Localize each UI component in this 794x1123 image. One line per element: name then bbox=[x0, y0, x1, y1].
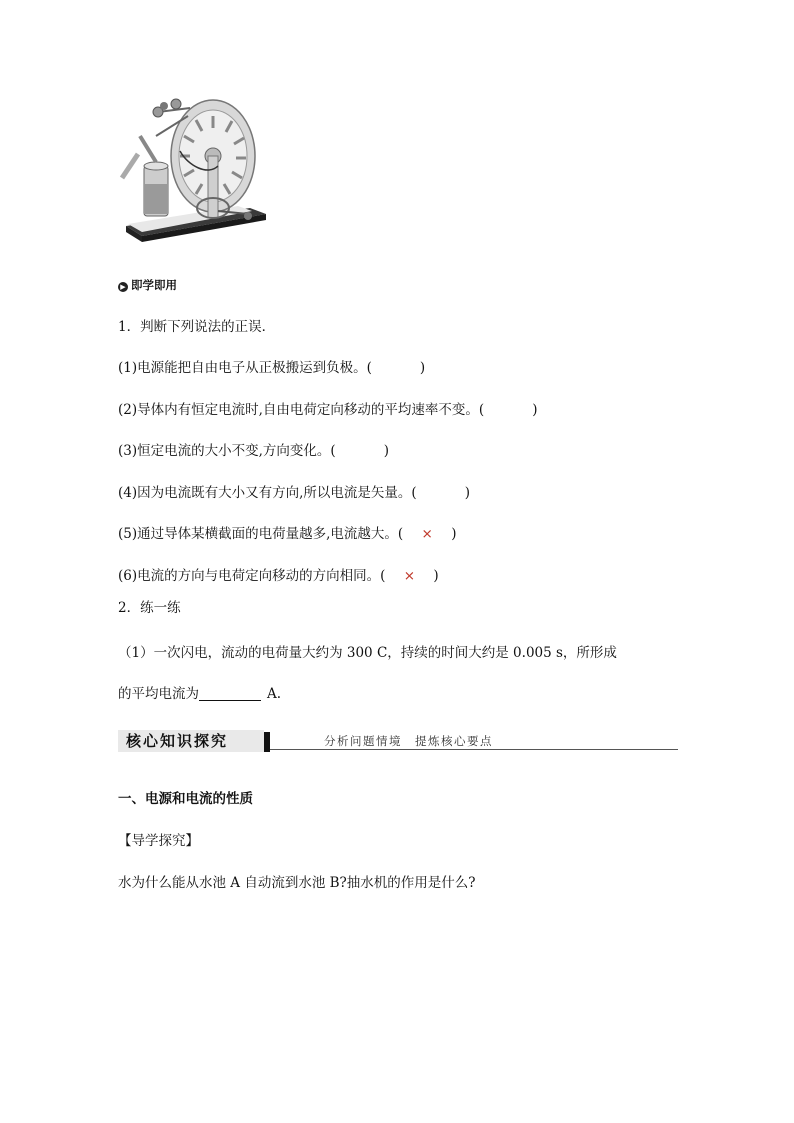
guide-question: 水为什么能从水池 A 自动流到水池 B?抽水机的作用是什么? bbox=[118, 875, 476, 891]
section-heading: 一、电源和电流的性质 bbox=[118, 791, 253, 807]
q1-item-2-text: (2)导体内有恒定电流时,自由电荷定向移动的平均速率不变。( bbox=[118, 402, 485, 418]
q1-item-4-text: (4)因为电流既有大小又有方向,所以电流是矢量。( bbox=[118, 485, 417, 501]
q1-item-2-close: ) bbox=[532, 402, 538, 418]
q1-item-6-answer: × bbox=[403, 568, 416, 584]
q1-item-6-text: (6)电流的方向与电荷定向移动的方向相同。( bbox=[118, 568, 386, 584]
q1-item-5 bbox=[118, 525, 456, 543]
q1-item-5-text: (5)通过导体某横截面的电荷量越多,电流越大。( bbox=[118, 526, 404, 542]
q1-item-2 bbox=[118, 401, 537, 419]
section-tag-label: 即学即用 bbox=[131, 278, 177, 292]
q2-title: 2．练一练 bbox=[118, 600, 181, 616]
q2-line-2-suffix: A. bbox=[267, 686, 282, 702]
q1-item-4 bbox=[118, 484, 470, 502]
q1-item-3-text: (3)恒定电流的大小不变,方向变化。( bbox=[118, 443, 336, 459]
play-circle-icon: ▶ bbox=[118, 282, 128, 292]
banner-subtitle: 分析问题情境 提炼核心要点 bbox=[324, 734, 493, 748]
q1-item-5-close: ) bbox=[451, 526, 457, 542]
q1-item-1-text: (1)电源能把自由电子从正极搬运到负极。( bbox=[118, 360, 372, 376]
q1-title: 1．判断下列说法的正误． bbox=[118, 319, 276, 335]
q2-line-2 bbox=[118, 685, 281, 703]
q2-line-1: （1）一次闪电，流动的电荷量大约为 300 C，持续的时间大约是 0.005 s，所形成 bbox=[118, 645, 617, 661]
q2-line-2-prefix: 的平均电流为 bbox=[118, 686, 199, 702]
q1-item-5-answer: × bbox=[421, 526, 433, 542]
q1-item-1-close: ) bbox=[419, 360, 426, 376]
section-tag bbox=[118, 276, 177, 294]
banner-rule bbox=[270, 749, 678, 750]
answer-blank[interactable] bbox=[199, 686, 261, 701]
banner-title: 核心知识探究 bbox=[118, 730, 264, 752]
q1-item-3 bbox=[118, 442, 389, 460]
wimshurst-machine-image bbox=[118, 96, 268, 256]
q1-item-4-close: ) bbox=[464, 485, 470, 501]
q1-item-6 bbox=[118, 567, 439, 585]
q1-item-6-close: ) bbox=[433, 568, 439, 584]
section-banner bbox=[118, 730, 678, 752]
q1-item-3-close: ) bbox=[383, 443, 389, 459]
guide-label: 【导学探究】 bbox=[118, 833, 199, 849]
q1-item-1 bbox=[118, 359, 425, 377]
